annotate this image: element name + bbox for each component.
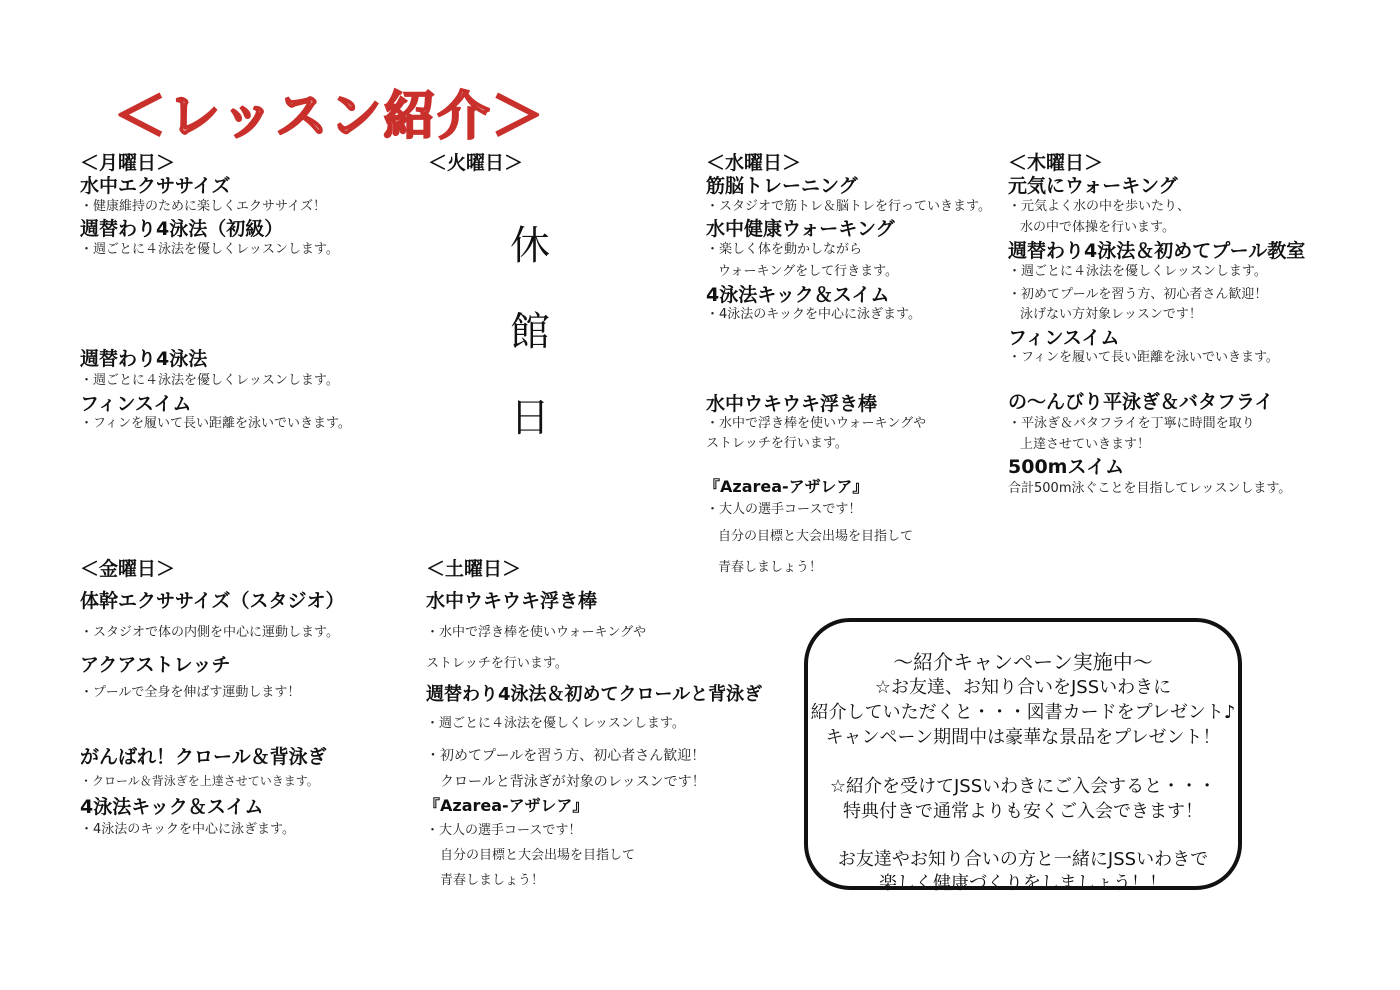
lesson-desc: ・健康維持のために楽しくエクササイズ！ <box>80 199 326 214</box>
closed-char: 休 <box>510 223 550 269</box>
lesson-name: 4泳法キック＆スイム <box>706 284 890 306</box>
lesson-name: 週替わり4泳法＆初めてクロールと背泳ぎ <box>426 684 763 705</box>
closed-char: 日 <box>510 395 550 441</box>
lesson-desc: 青春しましょう！ <box>718 560 823 575</box>
lesson-desc: 泳げない方対象レッスンです！ <box>1020 307 1202 322</box>
lesson-name: フィンスイム <box>80 393 192 415</box>
wednesday-heading: ＜水曜日＞ <box>706 152 802 174</box>
tuesday-heading: ＜火曜日＞ <box>428 152 524 174</box>
saturday-heading: ＜土曜日＞ <box>426 558 522 580</box>
lesson-desc: 合計500m泳ぐことを目指してレッスンします。 <box>1008 481 1292 496</box>
lesson-desc: ・初めてプールを習う方、初心者さん歓迎！ <box>426 748 706 764</box>
lesson-desc: ・クロール＆背泳ぎを上達させていきます。 <box>80 774 319 788</box>
lesson-name: 筋脳トレーニング <box>706 175 858 197</box>
lesson-desc: 上達させていきます！ <box>1020 437 1151 452</box>
lesson-desc: ・4泳法のキックを中心に泳ぎます。 <box>80 822 295 837</box>
lesson-desc: ・スタジオで筋トレ＆脳トレを行っていきます。 <box>706 199 991 214</box>
lesson-name: アクアストレッチ <box>80 654 231 676</box>
lesson-name: 『Azarea-アザレア』 <box>704 477 869 496</box>
campaign-line: キャンペーン期間中は豪華な景品をプレゼント！ <box>825 727 1221 748</box>
lesson-name: 週替わり4泳法＆初めてプール教室 <box>1008 240 1306 262</box>
lesson-name: がんばれ！クロール＆背泳ぎ <box>80 746 327 768</box>
lesson-desc: ・フィンを履いて長い距離を泳いでいきます。 <box>1008 350 1279 365</box>
campaign-line: ☆お友達、お知り合いをJSSいわきに <box>874 677 1172 698</box>
lesson-desc: クロールと背泳ぎが対象のレッスンです！ <box>440 774 706 790</box>
lesson-desc: ・フィンを履いて長い距離を泳いでいきます。 <box>80 416 351 431</box>
campaign-line: 紹介していただくと・・・図書カードをプレゼント♪ <box>810 702 1236 723</box>
lesson-name: 4泳法キック＆スイム <box>80 796 264 818</box>
lesson-name: 500mスイム <box>1008 456 1125 478</box>
lesson-desc: ウォーキングをして行きます。 <box>718 264 899 279</box>
thursday-heading: ＜木曜日＞ <box>1008 152 1104 174</box>
lesson-name: 週替わり4泳法 <box>80 348 208 370</box>
campaign-line: 楽しく健康づくりをしましょう！！ <box>879 873 1167 894</box>
lesson-desc: ストレッチを行います。 <box>426 656 568 671</box>
lesson-desc: 自分の目標と大会出場を目指して <box>440 848 636 863</box>
lesson-desc: ・水中で浮き棒を使いウォーキングや <box>706 416 927 431</box>
lesson-name: 水中ウキウキ浮き棒 <box>426 590 598 612</box>
lesson-desc: ・水中で浮き棒を使いウォーキングや <box>426 625 647 640</box>
lesson-desc: 青春しましょう！ <box>440 873 545 888</box>
lesson-name: 水中健康ウォーキング <box>706 218 895 240</box>
lesson-name: の～んびり平泳ぎ＆バタフライ <box>1008 391 1274 413</box>
campaign-line: 特典付きで通常よりも安くご入会できます！ <box>843 801 1203 822</box>
lesson-name: 水中ウキウキ浮き棒 <box>706 393 878 415</box>
lesson-name: フィンスイム <box>1008 327 1120 349</box>
lesson-desc: ・スタジオで体の内側を中心に運動します。 <box>80 625 339 640</box>
lesson-desc: ・週ごとに４泳法を優しくレッスンします。 <box>80 242 339 257</box>
lesson-desc: ・プールで全身を伸ばす運動します！ <box>80 685 301 700</box>
lesson-desc: ・週ごとに４泳法を優しくレッスンします。 <box>426 716 685 731</box>
friday-heading: ＜金曜日＞ <box>80 558 176 580</box>
lesson-desc: ・初めてプールを習う方、初心者さん歓迎！ <box>1008 287 1268 302</box>
lesson-desc: 水の中で体操を行います。 <box>1020 220 1175 235</box>
lesson-desc: ストレッチを行います。 <box>706 436 848 451</box>
lesson-name: 週替わり4泳法（初級） <box>80 218 284 240</box>
campaign-title: ～紹介キャンペーン実施中～ <box>893 650 1153 674</box>
monday-heading: ＜月曜日＞ <box>80 152 176 174</box>
lesson-name: 元気にウォーキング <box>1008 175 1178 197</box>
lesson-desc: ・4泳法のキックを中心に泳ぎます。 <box>706 307 921 322</box>
lesson-name: 水中エクササイズ <box>80 175 231 197</box>
lesson-desc: ・週ごとに４泳法を優しくレッスンします。 <box>80 373 339 388</box>
lesson-name: 『Azarea-アザレア』 <box>424 796 589 815</box>
lesson-desc: ・楽しく体を動かしながら <box>706 242 863 257</box>
lesson-name: 体幹エクササイズ（スタジオ） <box>80 590 345 612</box>
page-title: ＜レッスン紹介＞ <box>114 87 546 147</box>
lesson-desc: ・大人の選手コースです！ <box>426 823 582 838</box>
campaign-line: ☆紹介を受けてJSSいわきにご入会すると・・・ <box>829 776 1217 797</box>
campaign-line: お友達やお知り合いの方と一緒にJSSいわきで <box>837 849 1209 870</box>
lesson-desc: ・大人の選手コースです！ <box>706 502 862 517</box>
closed-char: 館 <box>510 309 550 355</box>
lesson-desc: ・元気よく水の中を歩いたり、 <box>1008 199 1191 214</box>
lesson-desc: ・週ごとに４泳法を優しくレッスンします。 <box>1008 264 1267 279</box>
lesson-desc: 自分の目標と大会出場を目指して <box>718 529 914 544</box>
lesson-desc: ・平泳ぎ＆バタフライを丁寧に時間を取り <box>1008 416 1255 431</box>
